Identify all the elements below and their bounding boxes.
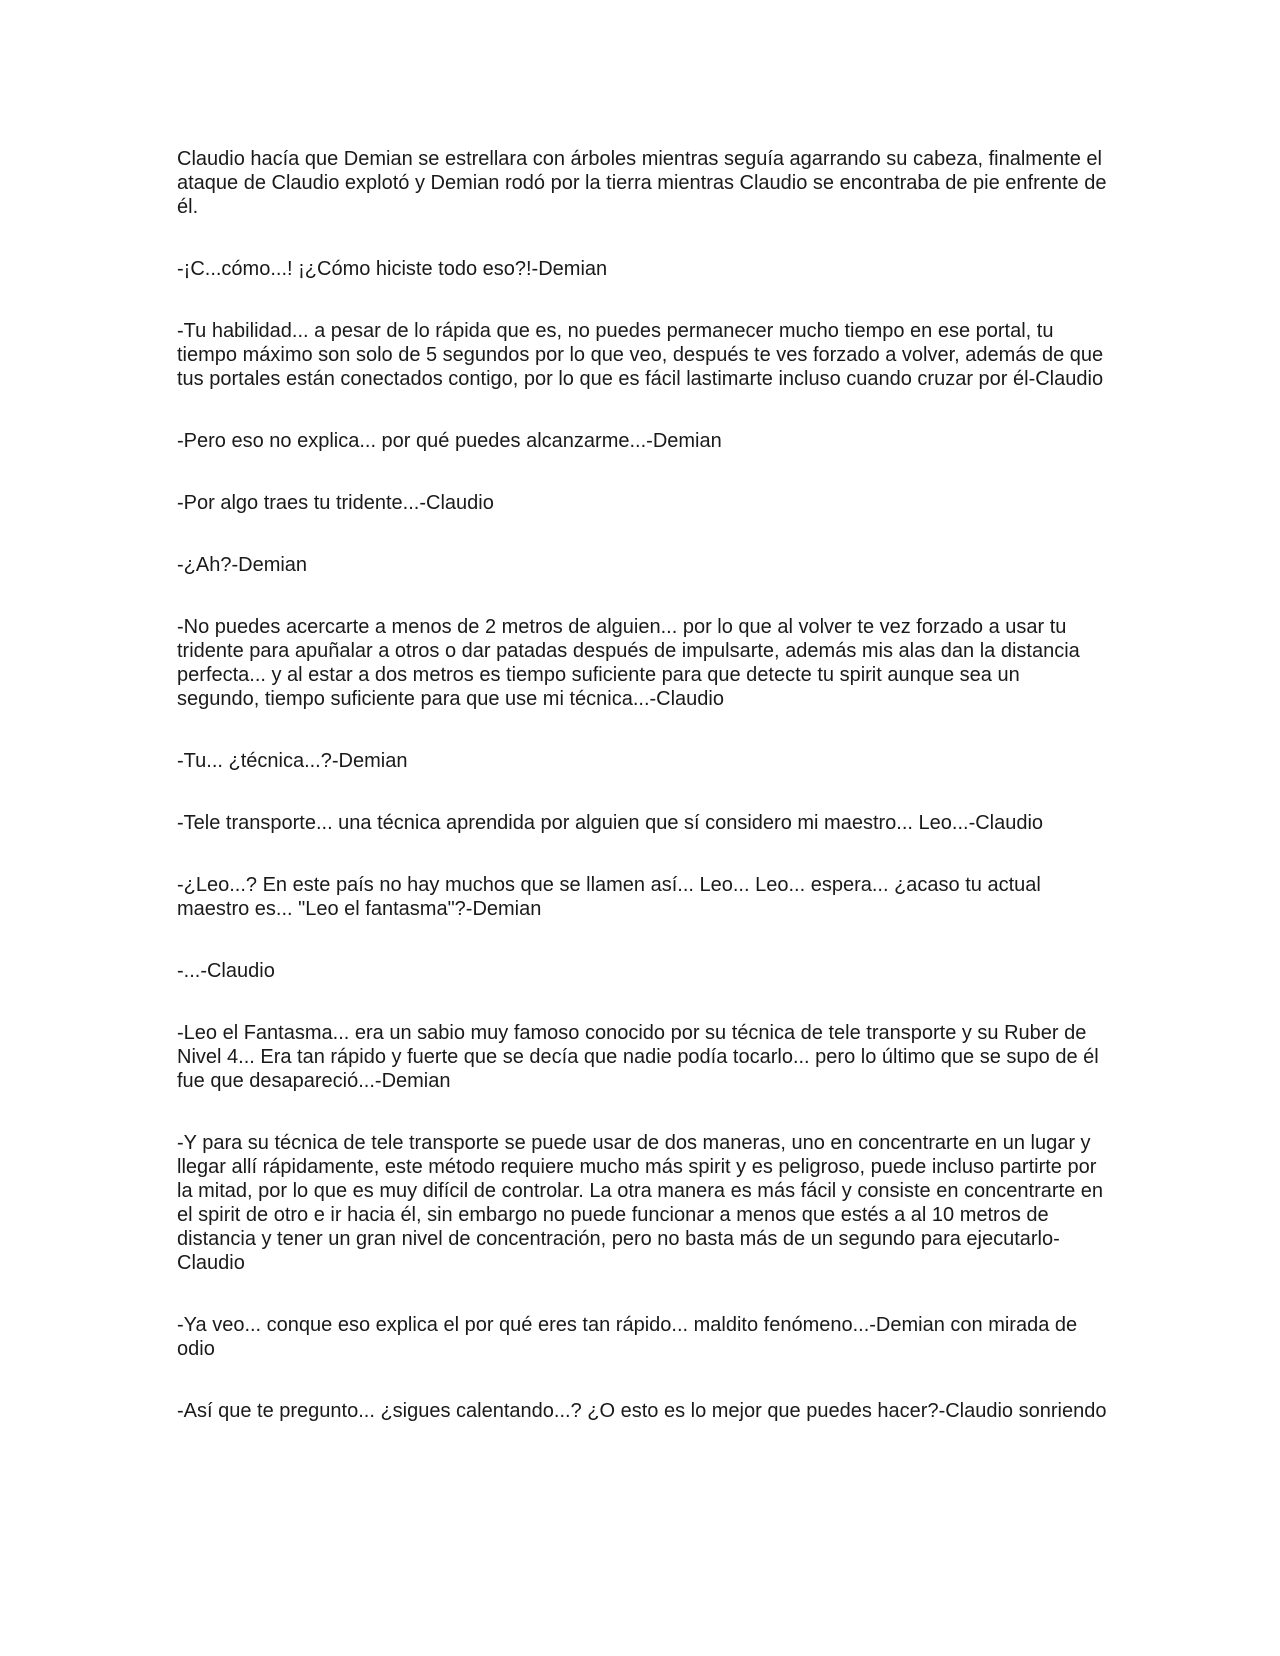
paragraph: -¡C...cómo...! ¡¿Cómo hiciste todo eso?!-Demian — [177, 258, 608, 280]
paragraph: -Ya veo... conque eso explica el por qué eres tan rápido... maldito fenómeno...-Demian con mirada de odio — [177, 1314, 1078, 1360]
paragraph: -Por algo traes tu tridente...-Claudio — [177, 492, 494, 514]
paragraph: -Tele transporte... una técnica aprendida por alguien que sí considero mi maestro... Leo...-Claudio — [177, 812, 1044, 834]
paragraph: -...-Claudio — [177, 960, 275, 982]
paragraph: -¿Ah?-Demian — [177, 554, 308, 576]
paragraph: -¿Leo...? En este país no hay muchos que se llamen así... Leo... Leo... espera... ¿acaso tu actual maestro es... "Leo el fantasma"?-Demian — [177, 874, 1041, 920]
paragraph: -Tu habilidad... a pesar de lo rápida que es, no puedes permanecer mucho tiempo en ese portal, tu tiempo máximo son solo de 5 segundos por lo que veo, después te ves forzado a volver, además de que tus portales están conectados contigo, por lo que es fácil lastimarte incluso cuando cruzar por él-Claudio — [177, 320, 1104, 390]
paragraph: Claudio hacía que Demian se estrellara con árboles mientras seguía agarrando su cabeza, finalmente el ataque de Claudio explotó y Demian rodó por la tierra mientras Claudio se encontraba de pie enfrente de él. — [177, 148, 1107, 218]
document-page — [177, 147, 1107, 1461]
paragraph: -Así que te pregunto... ¿sigues calentando...? ¿O esto es lo mejor que puedes hacer?-Claudio sonriendo — [177, 1400, 1107, 1422]
paragraph: -Leo el Fantasma... era un sabio muy famoso conocido por su técnica de tele transporte y su Ruber de Nivel 4... Era tan rápido y fuerte que se decía que nadie podía tocarlo... pero lo último que se supo de él fue que desapareció...-Demian — [177, 1022, 1099, 1092]
paragraph: -No puedes acercarte a menos de 2 metros de alguien... por lo que al volver te vez forzado a usar tu tridente para apuñalar a otros o dar patadas después de impulsarte, además mis alas dan la distancia perfecta... y al estar a dos metros es tiempo suficiente para que detecte tu spirit aunque sea un segundo, tiempo suficiente para que use mi técnica...-Claudio — [177, 616, 1080, 710]
paragraph: -Y para su técnica de tele transporte se puede usar de dos maneras, uno en concentrarte en un lugar y llegar allí rápidamente, este método requiere mucho más spirit y es peligroso, puede incluso partirte por la mitad, por lo que es muy difícil de controlar. La otra manera es más fácil y consiste en concentrarte en el spirit de otro e ir hacia él, sin embargo no puede funcionar a menos que estés a al 10 metros de distancia y tener un gran nivel de concentración, pero no basta más de un segundo para ejecutarlo-Claudio — [177, 1132, 1104, 1274]
paragraph: -Tu... ¿técnica...?-Demian — [177, 750, 408, 772]
paragraph: -Pero eso no explica... por qué puedes alcanzarme...-Demian — [177, 430, 722, 452]
